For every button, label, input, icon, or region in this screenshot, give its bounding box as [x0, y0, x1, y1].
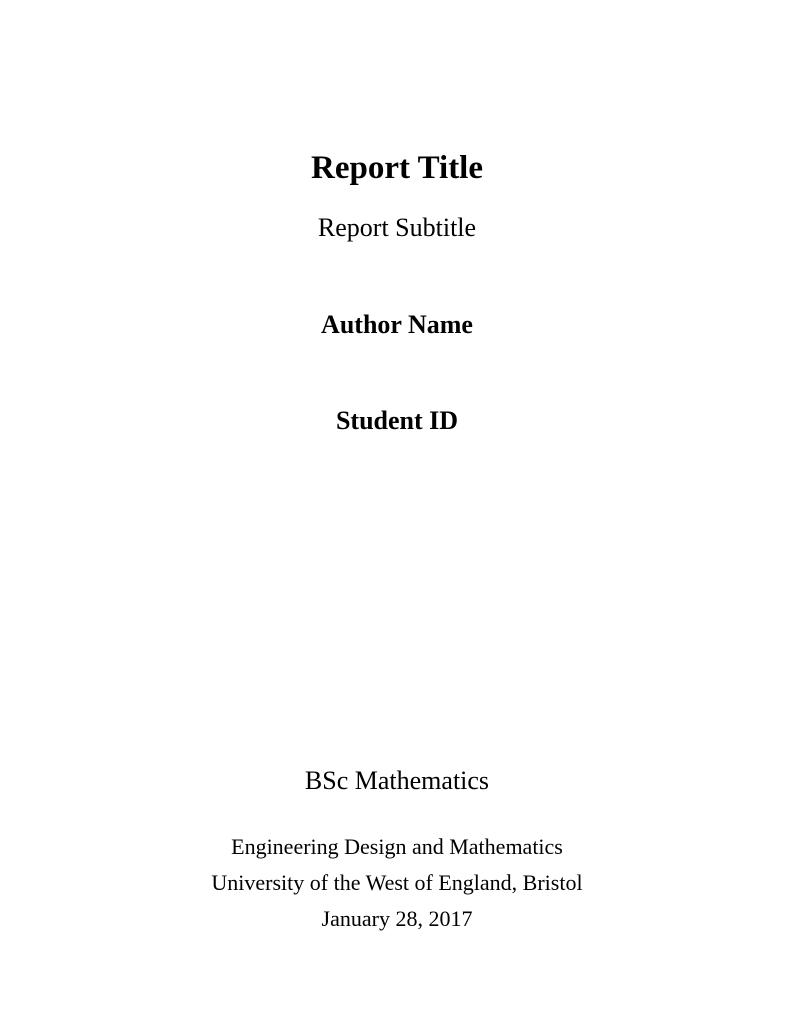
degree-programme: BSc Mathematics — [304, 766, 490, 795]
student-id: Student ID — [335, 406, 459, 435]
report-title: Report Title — [310, 150, 483, 186]
author-name: Author Name — [321, 310, 473, 339]
department: Engineering Design and Mathematics — [231, 834, 563, 859]
university: University of the West of England, Bristol — [211, 870, 583, 895]
report-subtitle: Report Subtitle — [317, 213, 477, 242]
report-date: January 28, 2017 — [321, 906, 473, 931]
